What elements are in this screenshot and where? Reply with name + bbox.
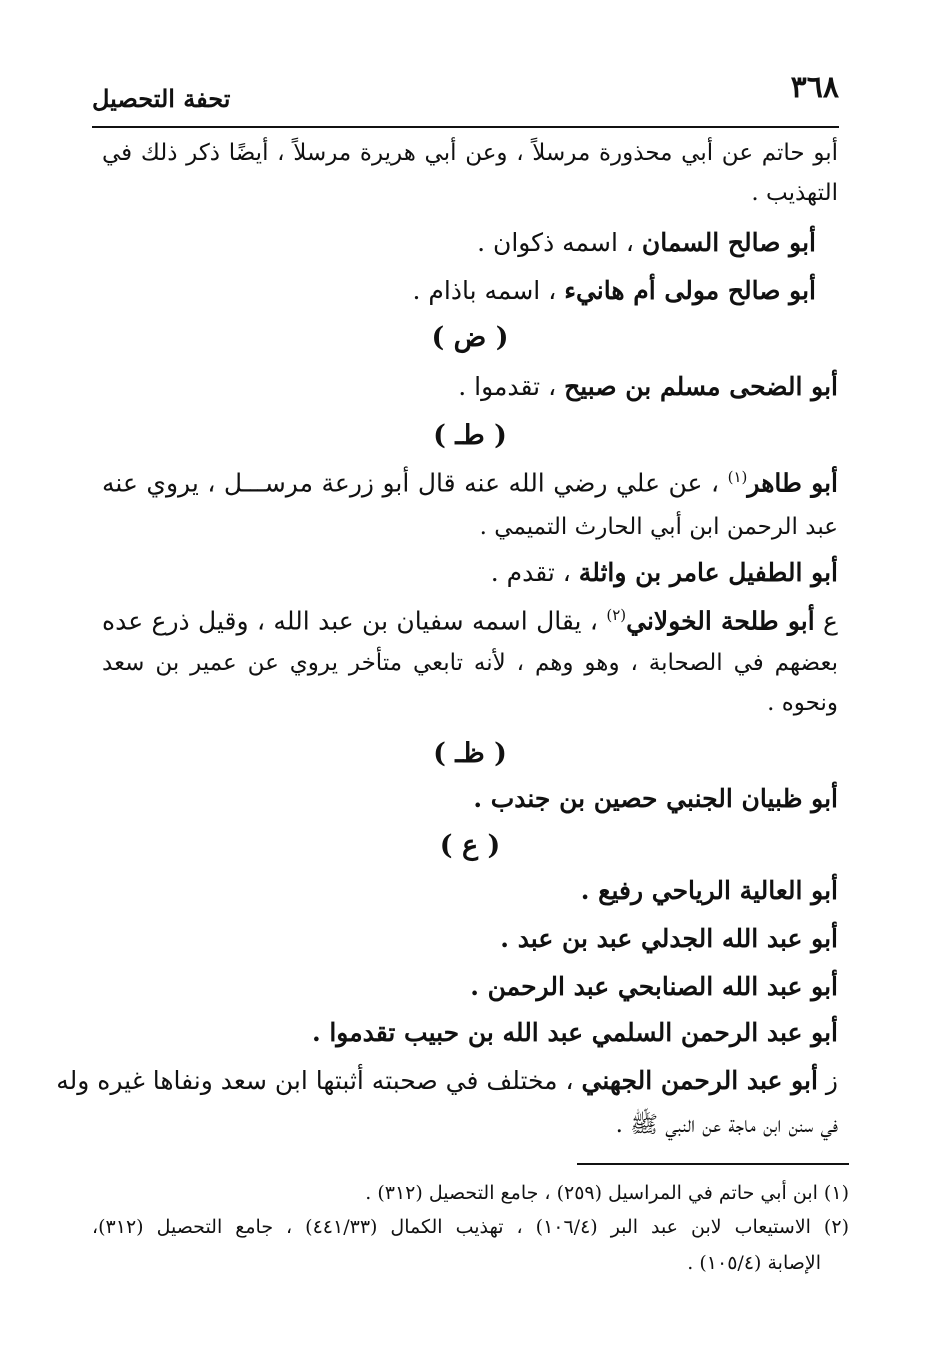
entry-abu-tahir: [102, 468, 838, 497]
entry-prefix: ع: [814, 606, 838, 636]
text-line: عبد الرحمن ابن أبي الحارث التميمي .: [479, 514, 838, 540]
entry-abu-adduha: [102, 372, 838, 401]
entry-text: ، تقدم .: [490, 558, 579, 587]
text-line: في سنن ابن ماجة عن النبي ﷺ .: [615, 1112, 838, 1138]
entry-name: أبو الطفيل عامر بن واثلة: [578, 558, 838, 587]
entry-name: أبو الضحى مسلم بن صبيح: [564, 372, 838, 401]
entry-text: ، عن علي رضي الله عنه قال أبو زرعة مرســـل ، يروي عنه: [102, 468, 728, 498]
entry-abu-talha: [102, 606, 838, 635]
entry-name: أبو طلحة الخولاني: [626, 606, 815, 636]
footnote-2: (٢) الاستيعاب لابن عبد البر (١٠٦/٤) ، تهذيب الكمال (٤٤١/٣٣) ، جامع التحصيل (٣١٢)،: [92, 1216, 849, 1238]
entry-text: ، اسمه باذام .: [412, 276, 565, 305]
entry-abu-al-aliya: أبو العالية الرياحي رفيع .: [580, 876, 838, 905]
text-line: أبو حاتم عن أبي محذورة مرسلاً ، وعن أبي هريرة مرسلاً ، أيضًا ذكر ذلك في: [102, 140, 838, 166]
entry-abu-zabyan: أبو ظبيان الجنبي حصين بن جندب .: [473, 784, 838, 813]
entry-text: ، تقدموا .: [458, 372, 565, 401]
entry-abu-abdillah-assunabihi: أبو عبد الله الصنابحي عبد الرحمن .: [470, 972, 838, 1001]
entry-name: أبو طاهر: [747, 468, 839, 498]
footnote-rule: [577, 1163, 849, 1165]
section-heading-ayn: ( ع ): [439, 830, 501, 861]
entry-abu-salih-assamman: [102, 228, 816, 257]
section-heading-ta: ( طـ ): [433, 420, 507, 451]
text-line: ونحوه .: [767, 690, 838, 716]
text-line: بعضهم في الصحابة ، وهو وهم ، لأنه تابعي متأخر يروي عن عمير بن سعد: [102, 650, 838, 676]
entry-name: أبو صالح السمان: [641, 228, 816, 257]
entry-abu-abdirrahman-aljuhani: [56, 1066, 838, 1095]
footnote-1: (١) ابن أبي حاتم في المراسيل (٢٥٩) ، جامع التحصيل (٣١٢) .: [365, 1182, 849, 1204]
book-title: تحفة التحصيل: [92, 84, 231, 113]
entry-text: ، يقال اسمه سفيان بن عبد الله ، وقيل ذرع عده: [102, 606, 607, 636]
entry-name: أبو صالح مولى أم هانيء: [564, 276, 816, 305]
footnote-ref[interactable]: (٢): [606, 606, 627, 624]
entry-prefix: ز: [817, 1066, 838, 1095]
entry-abu-abdirrahman-assulami: أبو عبد الرحمن السلمي عبد الله بن حبيب تقدموا .: [311, 1018, 838, 1047]
entry-text: ، اسمه ذكوان .: [477, 228, 642, 257]
text-line: التهذيب .: [751, 180, 838, 206]
entry-abu-attufayl: [102, 558, 838, 587]
footnote-2-continued: الإصابة (١٠٥/٤) .: [687, 1252, 821, 1274]
entry-name: أبو عبد الرحمن الجهني: [581, 1066, 818, 1095]
entry-abu-salih-mawla: [102, 276, 816, 305]
page-body: [56, 0, 839, 1160]
entry-text: ، مختلف في صحبته أثبتها ابن سعد ونفاها غيره وله: [56, 1066, 582, 1095]
footnote-ref[interactable]: (١): [727, 468, 748, 486]
section-heading-dad: ( ض ): [431, 322, 509, 353]
page-number: ٣٦٨: [790, 70, 839, 105]
section-heading-za: ( ظـ ): [433, 738, 507, 769]
entry-abu-abdillah-aljadali: أبو عبد الله الجدلي عبد بن عبد .: [500, 924, 838, 953]
